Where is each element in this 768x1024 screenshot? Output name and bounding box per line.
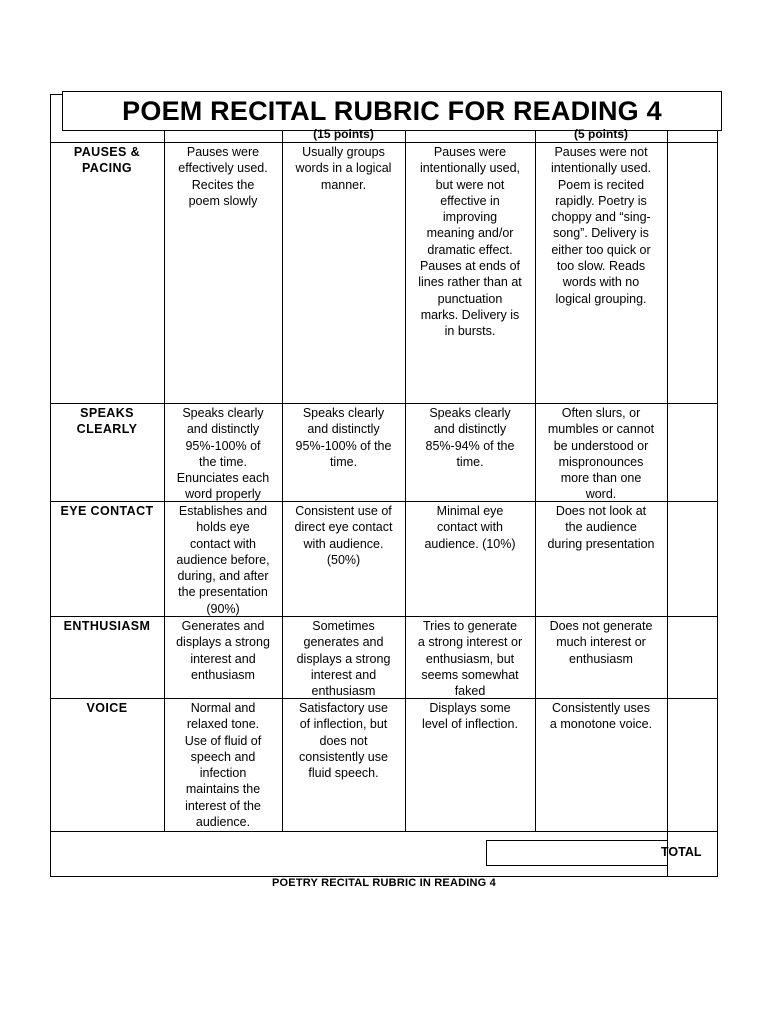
row-divider [50,403,718,404]
rubric-cell: Speaks clearly and distinctly 85%-94% of the time. [425,406,515,469]
criterion-label: SPEAKS CLEARLY [76,406,138,437]
rubric-cell: Does not look at the audience during presentation [547,504,655,551]
col-divider [667,131,668,877]
rubric-cell: Pauses were intentionally used, but were not effective in improving meaning and/or dramatic effect. Pauses at ends of lines rather than at punctuation marks. Delivery is in bursts. [418,145,522,339]
points-header: (5 points) [574,127,628,141]
page-title: POEM RECITAL RUBRIC FOR READING 4 [122,95,662,126]
rubric-cell: Usually groups words in a logical manner. [295,145,392,192]
row-divider [50,142,718,143]
caption: POETRY RECITAL RUBRIC IN READING 4 [272,877,496,889]
total-field [486,840,668,866]
rubric-cell: Tries to generate a strong interest or enthusiasm, but seems somewhat faked [417,619,523,699]
criterion-label: EYE CONTACT [60,504,154,518]
rubric-cell: Speaks clearly and distinctly 95%-100% of the time. [295,406,392,469]
rubric-cell: Generates and displays a strong interest and enthusiasm [176,619,270,682]
rubric-cell: Establishes and holds eye contact with audience before, during, and after the presentation (90%) [176,504,270,616]
criterion-label: ENTHUSIASM [63,619,151,633]
rubric-cell: Sometimes generates and displays a strong interest and enthusiasm [296,619,391,699]
criterion-label: VOICE [86,701,128,715]
rubric-cell: Often slurs, or mumbles or cannot be understood or mispronounces more than one word. [547,406,655,502]
rubric-cell: Pauses were effectively used. Recites the poem slowly [178,145,268,208]
row-divider [50,831,718,832]
rubric-cell: Consistently uses a monotone voice. [549,701,653,732]
rubric-cell: Consistent use of direct eye contact with audience. (50%) [294,504,393,567]
criterion-label: PAUSES & PACING [73,145,141,176]
rubric-cell: Satisfactory use of inflection, but does not consistently use fluid speech. [299,701,388,781]
rubric-cell: Displays some level of inflection. [422,701,518,732]
rubric-cell: Normal and relaxed tone. Use of fluid of speech and infection maintains the interest of the audience. [184,701,262,830]
rubric-cell: Minimal eye contact with audience. (10%) [424,504,516,551]
points-header: (15 points) [313,127,374,141]
rubric-cell: Speaks clearly and distinctly 95%-100% of the time. Enunciates each word properly [176,406,270,502]
rubric-cell: Does not generate much interest or enthusiasm [549,619,653,666]
title-box [62,91,722,131]
row-divider [50,616,718,617]
rubric-cell: Pauses were not intentionally used. Poem is recited rapidly. Poetry is choppy and “sing- song”. Delivery is either too quick or too slow. Reads words with no logical grouping. [550,145,652,306]
total-label: TOTAL [661,845,702,859]
